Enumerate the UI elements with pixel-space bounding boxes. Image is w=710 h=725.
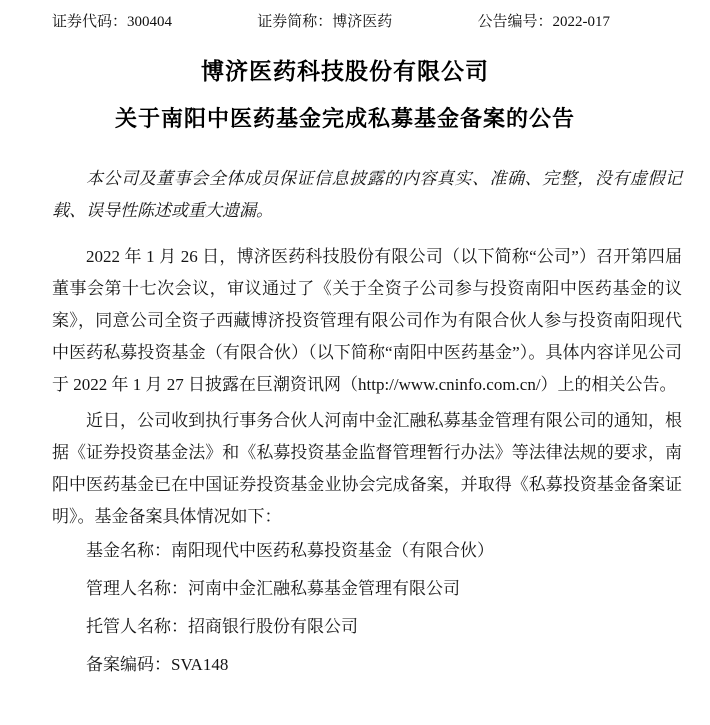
- manager-name-label: 管理人名称：: [86, 579, 188, 598]
- announcement-subtitle: 关于南阳中医药基金完成私募基金备案的公告: [114, 106, 575, 131]
- announcement-number-text: 公告编号：2022-017: [477, 14, 610, 30]
- filing-notice-paragraph: 近日，公司收到执行事务合伙人河南中金汇融私募基金管理有限公司的通知，根据《证券投资基金法》和《私募投资基金监督管理暂行办法》等法律法规的要求，南阳中医药基金已在中国证券投资基金业协会完成备案，并取得《私募投资基金备案证明》。基金备案具体情况如下：: [52, 411, 682, 526]
- manager-name-value: 河南中金汇融私募基金管理有限公司: [188, 579, 460, 598]
- announcement-document: [0, 13, 710, 725]
- company-title: 博济医药科技股份有限公司: [201, 58, 489, 84]
- registration-code-row: [52, 649, 682, 681]
- fund-name-value: 南阳现代中医药私募投资基金（有限合伙）: [171, 541, 494, 560]
- registration-code-label: 备案编码：: [86, 655, 171, 674]
- board-meeting-paragraph: 2022 年 1 月 26 日，博济医药科技股份有限公司（以下简称“公司”）召开第四届董事会第十七次会议，审议通过了《关于全资子公司参与投资南阳中医药基金的议案》，同意公司全资子西藏博济投资管理有限公司作为有限合伙人参与投资南阳现代中医药私募投资基金（有限合伙）（以下简称“南阳中医药基金”）。具体内容详见公司于 2022 年 1 月 27 日披露在巨潮资讯网（http://www.cninfo.com.cn/）上的相关公告。: [52, 247, 682, 394]
- registration-code-value: SVA148: [171, 655, 229, 674]
- stock-code-text: 证券代码：300404: [52, 14, 173, 30]
- disclaimer-paragraph: 本公司及董事会全体成员保证信息披露的内容真实、准确、完整，没有虚假记载、误导性陈述或重大遗漏。: [52, 169, 682, 220]
- custodian-name-label: 托管人名称：: [86, 617, 188, 636]
- fund-name-label: 基金名称：: [86, 541, 171, 560]
- manager-name-row: [52, 573, 682, 605]
- custodian-name-value: 招商银行股份有限公司: [188, 617, 358, 636]
- document-body: [52, 163, 682, 681]
- custodian-name-row: [52, 611, 682, 643]
- stock-name-text: 证券简称：博济医药: [257, 14, 393, 30]
- fund-name-row: [52, 535, 682, 567]
- document-header: [52, 13, 610, 31]
